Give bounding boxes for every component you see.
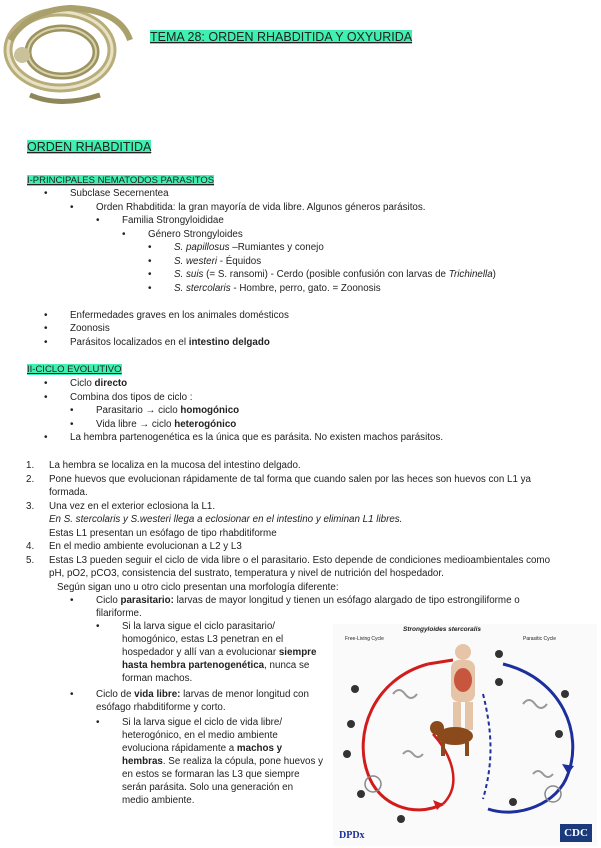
section1-heading: I-PRINCIPALES NEMATODOS PARASITOS — [27, 175, 215, 186]
cdc-logo: CDC — [560, 824, 592, 842]
section2-heading: II-CICLO EVOLUTIVO — [27, 364, 122, 375]
list-item: • Ciclo directo — [70, 377, 127, 390]
step-4: 4. En el medio ambiente evolucionan a L2 y L3 — [26, 541, 242, 552]
list-item-cont: filariforme. — [96, 608, 142, 619]
list-item: • S. suis (= S. ransomi) - Cerdo (posible confusión con larvas de Trichinella) — [174, 268, 496, 281]
list-item-cont: forman machos. — [122, 673, 193, 684]
list-item: • Combina dos tipos de ciclo : — [70, 391, 193, 404]
list-item: • Si la larva sigue el ciclo de vida libre/ — [122, 716, 282, 729]
list-item-cont: hasta hembra partenogenética, nunca se — [122, 660, 310, 671]
free-living-label: Free-Living Cycle — [345, 636, 384, 642]
list-item-cont: serán parásita. Solo una generación en — [122, 782, 294, 793]
list-item-cont: esófago rhabditiforme y corto. — [96, 702, 226, 713]
list-item: • Género Strongyloides — [148, 228, 243, 241]
list-item: • Ciclo de vida libre: larvas de menor longitud con — [96, 688, 309, 701]
list-item-cont: hembras. Se realiza la cópula, pone huevos y — [122, 756, 323, 767]
step-3-note: En S. stercolaris y S.westeri llega a eclosionar en el intestino y eliminan L1 libres. — [49, 514, 403, 525]
list-item: • Ciclo parasitario: larvas de mayor longitud y tienen un esófago alargado de tipo estrongiliforme o — [96, 594, 520, 607]
list-item: • S. stercolaris - Hombre, perro, gato. = Zoonosis — [174, 282, 381, 295]
parasitic-label: Parasitic Cycle — [523, 636, 557, 642]
step-1: 1. La hembra se localiza en la mucosa del intestino delgado. — [26, 460, 301, 471]
list-item-cont: hospedador y allí van a evolucionar siempre — [122, 647, 317, 658]
section-heading: ORDEN RHABDITIDA — [27, 140, 152, 154]
step-5-cont2: Según sigan uno u otro ciclo presentan una morfología diferente: — [57, 582, 339, 593]
list-item: • Zoonosis — [70, 322, 110, 335]
page-title: TEMA 28: ORDEN RHABDITIDA Y OXYURIDA — [150, 30, 413, 44]
list-item: • Parásitos localizados en el intestino delgado — [70, 336, 270, 349]
list-item: • Orden Rhabditida: la gran mayoría de vida libre. Algunos géneros parásitos. — [96, 201, 425, 214]
list-item-cont: homogónico, estas L3 penetran en el — [122, 634, 284, 645]
list-item-cont: evoluciona rápidamente a machos y — [122, 743, 283, 754]
step-3: 3. Una vez en el exterior eclosiona la L1. — [26, 501, 216, 512]
list-item: • La hembra partenogenética es la única que es parásita. No existen machos parásitos. — [70, 431, 443, 444]
life-cycle-figure — [333, 624, 597, 846]
step-2: 2. Pone huevos que evolucionan rápidamente de tal forma que cuando salen por las heces son huevos con L1 ya — [26, 474, 532, 485]
list-item-cont: medio ambiente. — [122, 795, 195, 806]
nematode-image — [0, 0, 140, 112]
list-item-cont: heterogónico, en el medio ambiente — [122, 730, 278, 741]
list-item: • S. westeri - Équidos — [174, 255, 261, 268]
list-item: • Si la larva sigue el ciclo parasitario/ — [122, 620, 275, 633]
step-3-cont: Estas L1 presentan un esófago de tipo rhabditiforme — [49, 528, 277, 539]
list-item-cont: en estos se formaran las L3 que siempre — [122, 769, 300, 780]
step-5: 5. Estas L3 pueden seguir el ciclo de vida libre o el parasitario. Esto depende de condiciones medioambientales como — [26, 555, 551, 566]
list-item: • Vida libre → ciclo heterogónico — [96, 418, 236, 431]
list-item: • Subclase Secernentea — [70, 187, 169, 200]
figure-title: Strongyloides stercoralis — [403, 626, 482, 633]
list-item: • S. papillosus –Rumiantes y conejo — [174, 241, 324, 254]
step-2-cont: formada. — [49, 487, 88, 498]
dpdx-logo: DPDx — [339, 830, 365, 841]
list-item: • Parasitario → ciclo homogónico — [96, 404, 239, 417]
list-item: • Familia Strongyloididae — [122, 214, 224, 227]
step-5-cont: pH, pO2, pCO3, consistencia del sustrato, temperatura y nivel de nutrición del hospedador. — [49, 568, 444, 579]
list-item: • Enfermedades graves en los animales domésticos — [70, 309, 289, 322]
